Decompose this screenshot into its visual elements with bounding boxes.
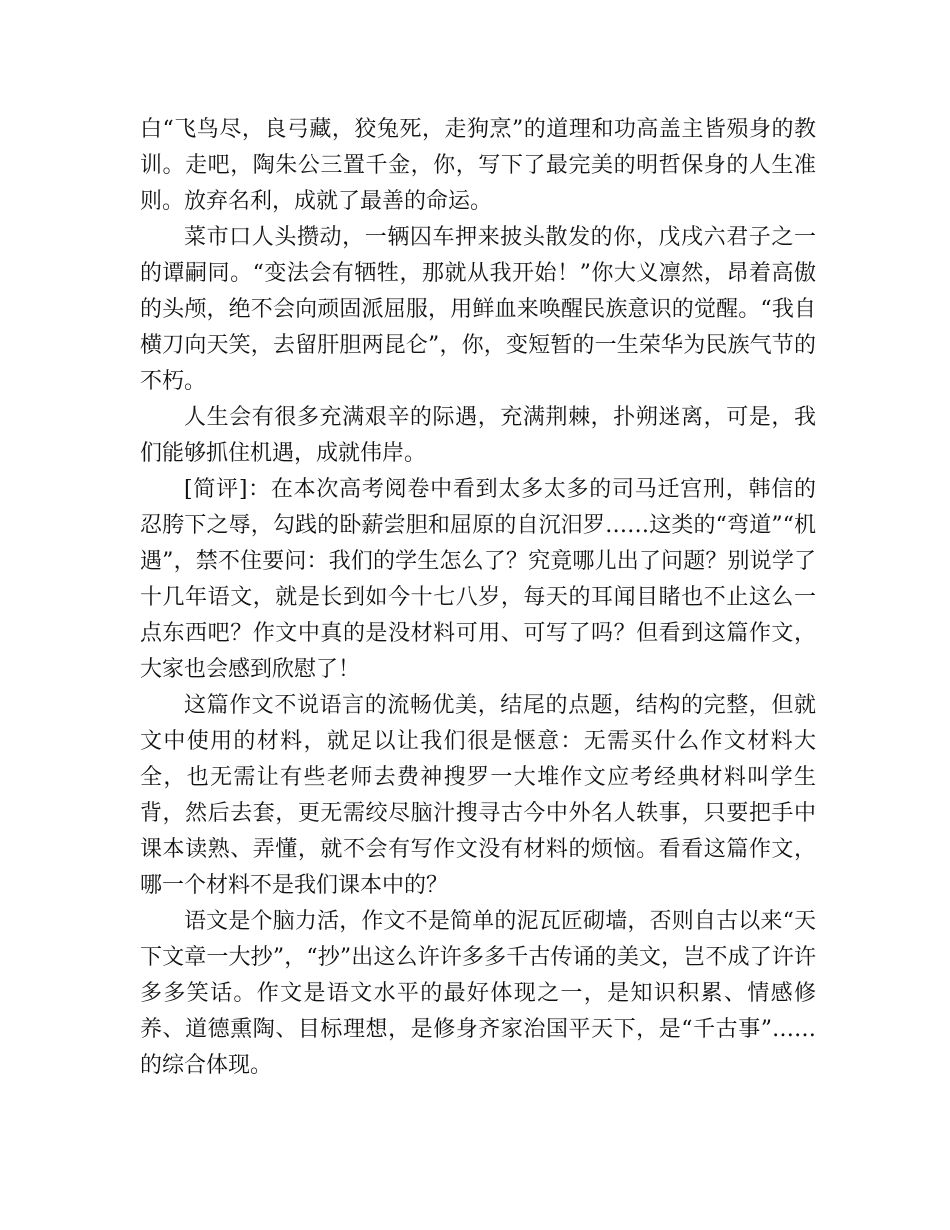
- paragraph-conclusion: 人生会有很多充满艰辛的际遇，充满荆棘，扑朔迷离，可是，我们能够抓住机遇，成就伟岸。: [140, 405, 816, 466]
- paragraph-continuation: 白“飞鸟尽，良弓藏，狡兔死，走狗烹”的道理和功高盖主皆殒身的教训。走吧，陶朱公三置千金，你，写下了最完美的明哲保身的人生准则。放弃名利，成就了最善的命运。: [140, 117, 816, 214]
- document-body: [140, 112, 816, 1084]
- paragraph-commentary: [简评]：在本次高考阅卷中看到太多太多的司马迁宫刑，韩信的忍胯下之辱，勾践的卧薪尝胆和屈原的自沉汨罗……这类的“弯道”“机遇”，禁不住要问：我们的学生怎么了？究竟哪儿出了问题？别说学了十几年语文，就是长到如今十七八岁，每天的耳闻目睹也不止这么一点东西吧？作文中真的是没材料可用、可写了吗？但看到这篇作文，大家也会感到欣慰了！: [140, 477, 816, 682]
- paragraph-tan-sitong: 菜市口人头攒动，一辆囚车押来披头散发的你，戊戌六君子之一的谭嗣同。“变法会有牺牲，那就从我开始！”你大义凛然，昂着高傲的头颅，绝不会向顽固派屈服，用鲜血来唤醒民族意识的觉醒。“我自横刀向天笑，去留肝胆两昆仑”，你，变短暂的一生荣华为民族气节的不朽。: [140, 225, 816, 394]
- paragraph-materials: 这篇作文不说语言的流畅优美，结尾的点题，结构的完整，但就文中使用的材料，就足以让我们很是惬意：无需买什么作文材料大全，也无需让有些老师去费神搜罗一大堆作文应考经典材料叫学生背，然后去套，更无需绞尽脑汁搜寻古今中外名人轶事，只要把手中课本读熟、弄懂，就不会有写作文没有材料的烦恼。看看这篇作文，哪一个材料不是我们课本中的？: [140, 693, 816, 898]
- paragraph-writing: 语文是个脑力活，作文不是简单的泥瓦匠砌墙，否则自古以来“天下文章一大抄”，“抄”出这么许许多多千古传诵的美文，岂不成了许许多多笑话。作文是语文水平的最好体现之一，是知识积累、情感修养、道德熏陶、目标理想，是修身齐家治国平天下，是“千古事”……的综合体现。: [140, 909, 816, 1078]
